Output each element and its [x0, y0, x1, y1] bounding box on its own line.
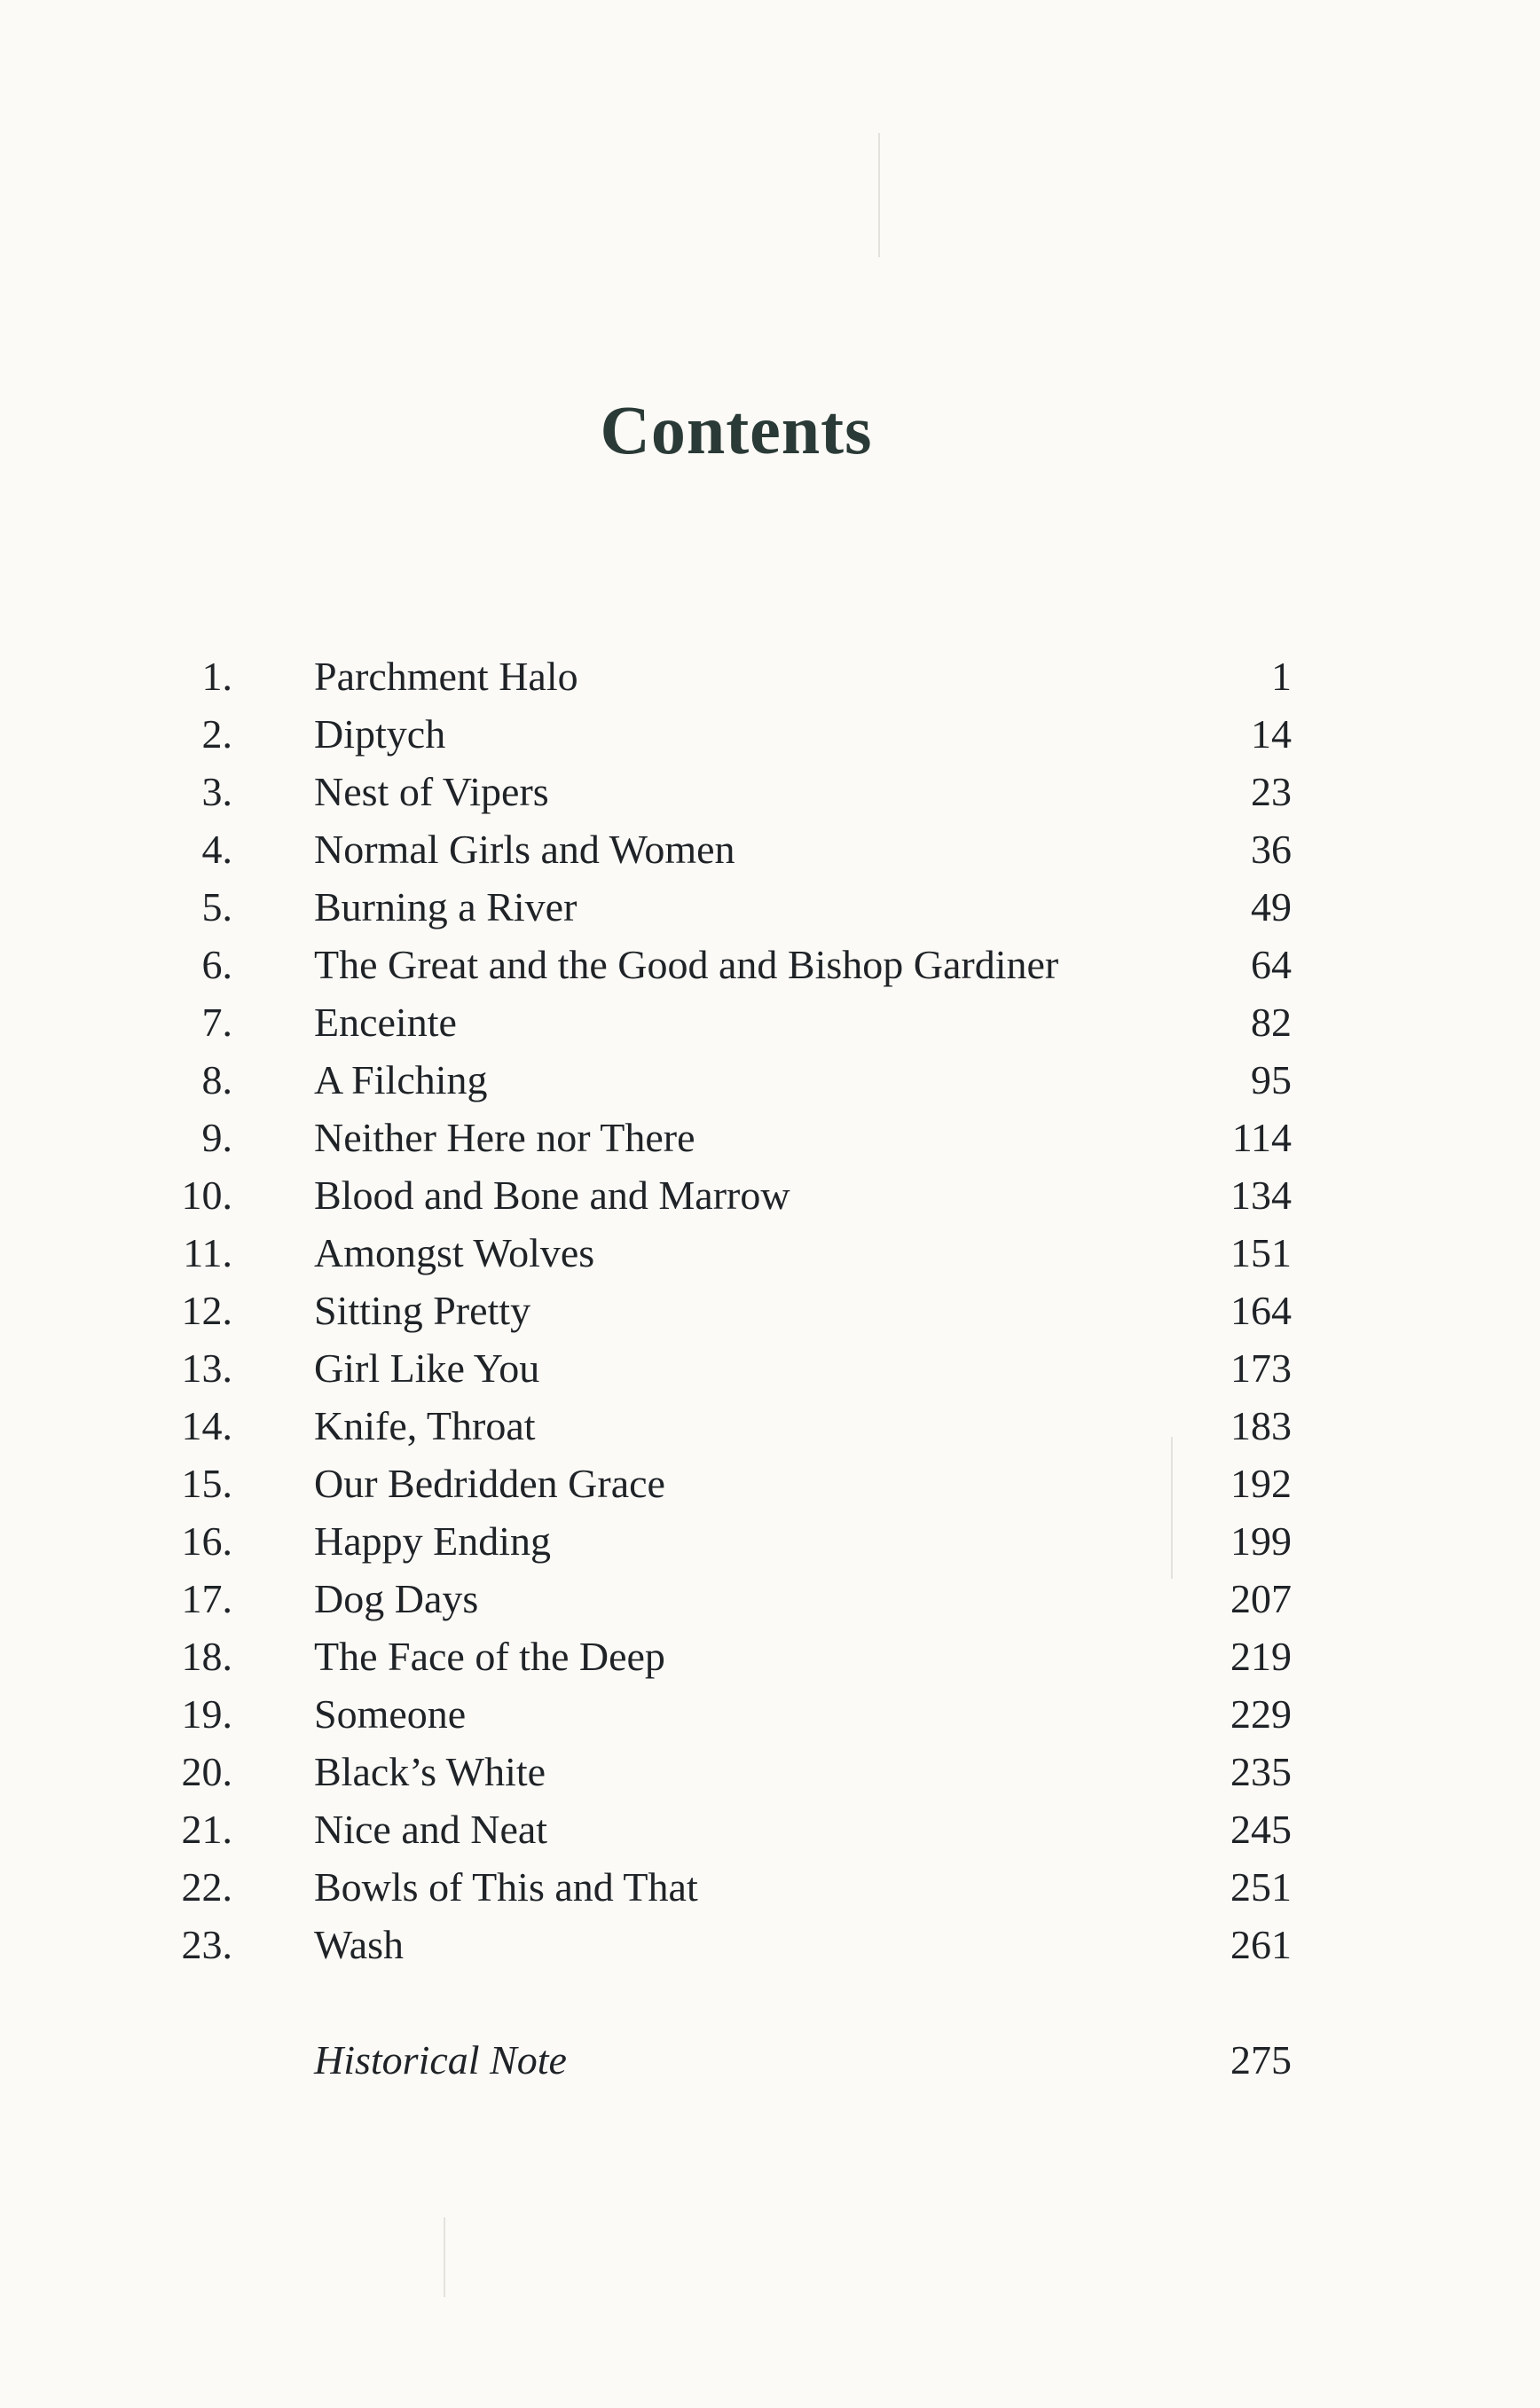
toc-entry-title: Historical Note: [314, 2037, 567, 2082]
toc-entry: [0, 993, 1540, 1051]
toc-entry-page: 192: [1230, 1461, 1292, 1506]
toc-entry: [0, 705, 1540, 763]
toc-entry-title: Nest of Vipers: [314, 769, 549, 814]
toc-entry: [0, 1916, 1540, 1973]
toc-entry-number: 11.: [183, 1230, 232, 1275]
toc-entry-title: Our Bedridden Grace: [314, 1461, 665, 1506]
toc-entry-number: 10.: [181, 1173, 232, 1218]
toc-entry-page: 64: [1251, 942, 1292, 987]
toc-entry-page: 49: [1251, 884, 1292, 929]
toc-entry: [0, 1109, 1540, 1166]
toc-entry-title: Sitting Pretty: [314, 1288, 531, 1333]
toc-entry-number: 22.: [181, 1864, 232, 1910]
toc-entry-number: 16.: [181, 1518, 232, 1564]
toc-entry: [0, 1455, 1540, 1512]
table-of-contents: [0, 647, 1540, 1973]
toc-entry-title: Bowls of This and That: [314, 1864, 698, 1910]
toc-entry-number: 15.: [181, 1461, 232, 1506]
toc-entry-number: 1.: [201, 654, 232, 699]
toc-entry-title: Enceinte: [314, 1000, 457, 1045]
toc-entry-number: 6.: [201, 942, 232, 987]
toc-entry-number: 20.: [181, 1749, 232, 1794]
toc-entry-title: Burning a River: [314, 884, 578, 929]
toc-entry-number: 2.: [201, 711, 232, 757]
toc-entry-number: 4.: [201, 827, 232, 872]
toc-entry-number: 19.: [181, 1691, 232, 1737]
toc-entry-page: 219: [1230, 1634, 1292, 1679]
toc-entry-number: 7.: [201, 1000, 232, 1045]
toc-entry-number: 5.: [201, 884, 232, 929]
toc-entry-title: Black’s White: [314, 1749, 546, 1794]
toc-entry-page: 151: [1230, 1230, 1292, 1275]
toc-entry-page: 173: [1230, 1345, 1292, 1391]
toc-entry-number: 17.: [181, 1576, 232, 1621]
toc-entry: [0, 1743, 1540, 1800]
toc-entry: [0, 1858, 1540, 1916]
toc-entry-page: 183: [1230, 1403, 1292, 1448]
toc-entry-title: Dog Days: [314, 1576, 479, 1621]
toc-entry-title: Neither Here nor There: [314, 1115, 695, 1160]
toc-entry-number: 12.: [181, 1288, 232, 1333]
page-title: Contents: [600, 391, 873, 468]
toc-entry: [0, 1685, 1540, 1743]
toc-entry-page: 164: [1230, 1288, 1292, 1333]
toc-entry-page: 23: [1251, 769, 1292, 814]
toc-entry-number: 14.: [181, 1403, 232, 1448]
toc-entry-title: Blood and Bone and Marrow: [314, 1173, 790, 1218]
toc-entry-page: 245: [1230, 1807, 1292, 1852]
toc-entry-title: Nice and Neat: [314, 1807, 548, 1852]
toc-entry-title: Someone: [314, 1691, 467, 1737]
toc-entry: [0, 1339, 1540, 1397]
toc-entry: [0, 1224, 1540, 1282]
toc-entry: [0, 1512, 1540, 1570]
toc-entry: [0, 763, 1540, 820]
toc-entry-title: Normal Girls and Women: [314, 827, 735, 872]
toc-entry-title: The Great and the Good and Bishop Gardiner: [314, 942, 1059, 987]
toc-entry-page: 235: [1230, 1749, 1292, 1794]
toc-entry-title: Parchment Halo: [314, 654, 578, 699]
toc-entry: [0, 1051, 1540, 1109]
toc-entry-title: Knife, Throat: [314, 1403, 536, 1448]
toc-entry: [0, 1800, 1540, 1858]
toc-entry-page: 14: [1251, 711, 1292, 757]
toc-entry: [0, 1570, 1540, 1628]
scan-mark: [878, 133, 880, 257]
toc-entry-page: 36: [1251, 827, 1292, 872]
toc-entry: [0, 820, 1540, 878]
toc-entry-number: 21.: [181, 1807, 232, 1852]
toc-entry-number: 13.: [181, 1345, 232, 1391]
toc-entry-historical-note: [0, 2031, 1540, 2089]
toc-entry-title: Diptych: [314, 711, 446, 757]
toc-entry-title: Happy Ending: [314, 1518, 552, 1564]
toc-entry: [0, 1628, 1540, 1685]
toc-entry: [0, 936, 1540, 993]
toc-entry-number: 8.: [201, 1057, 232, 1102]
toc-entry-page: 1: [1271, 654, 1292, 699]
toc-entry-title: Girl Like You: [314, 1345, 540, 1391]
toc-entry-title: A Filching: [314, 1057, 488, 1102]
toc-entry-title: Amongst Wolves: [314, 1230, 595, 1275]
toc-entry-page: 229: [1230, 1691, 1292, 1737]
toc-entry-number: 23.: [181, 1922, 232, 1967]
toc-entry: [0, 1397, 1540, 1455]
toc-entry-page: 95: [1251, 1057, 1292, 1102]
toc-entry-number: 3.: [201, 769, 232, 814]
toc-entry-title: The Face of the Deep: [314, 1634, 665, 1679]
toc-entry-page: 275: [1230, 2037, 1292, 2082]
toc-entry-number: 18.: [181, 1634, 232, 1679]
toc-entry-page: 114: [1231, 1115, 1292, 1160]
toc-entry: [0, 1282, 1540, 1339]
toc-entry-title: Wash: [314, 1922, 405, 1967]
toc-entry-page: 207: [1230, 1576, 1292, 1621]
toc-entry: [0, 1166, 1540, 1224]
toc-entry-page: 199: [1230, 1518, 1292, 1564]
toc-entry: [0, 647, 1540, 705]
toc-entry-number: 9.: [201, 1115, 232, 1160]
toc-entry-page: 82: [1251, 1000, 1292, 1045]
scan-mark: [444, 2217, 445, 2297]
toc-entry: [0, 878, 1540, 936]
toc-entry-page: 261: [1230, 1922, 1292, 1967]
toc-entry-page: 251: [1230, 1864, 1292, 1910]
toc-entry-page: 134: [1230, 1173, 1292, 1218]
